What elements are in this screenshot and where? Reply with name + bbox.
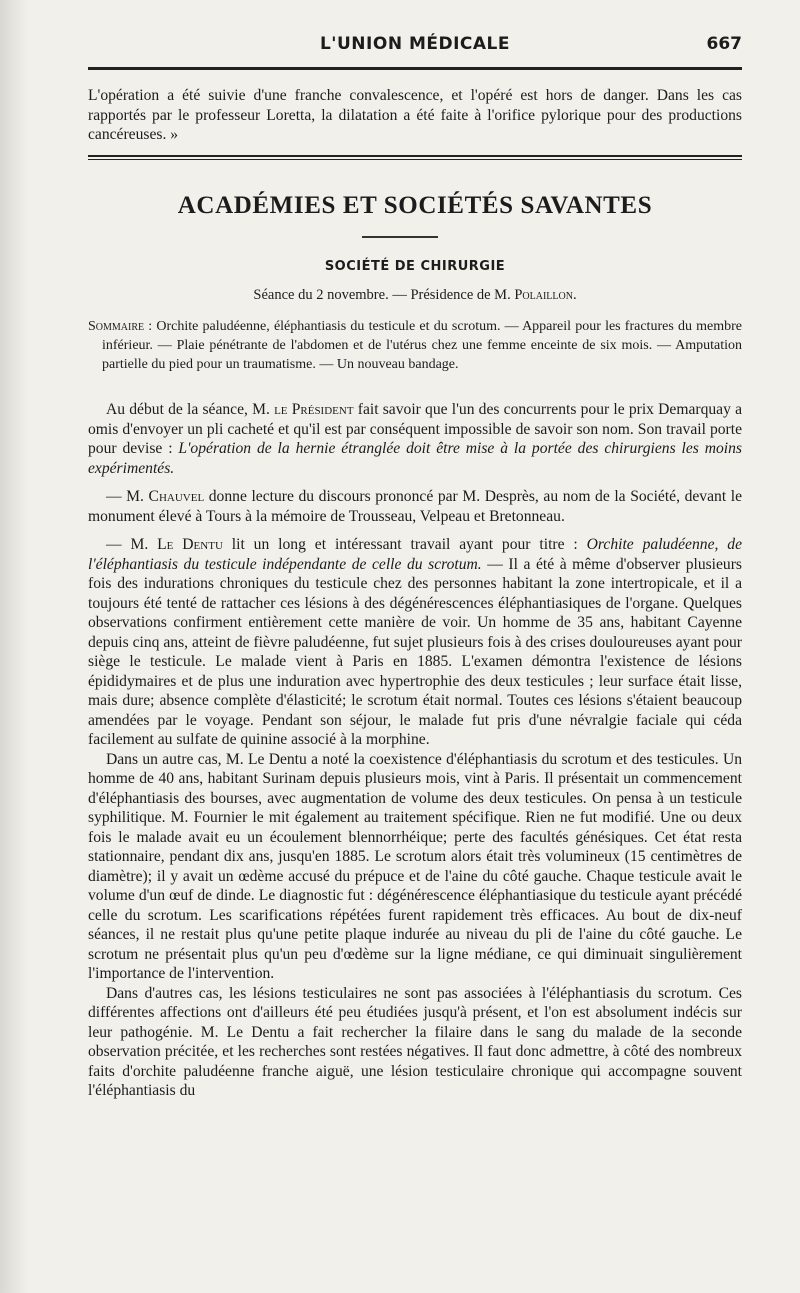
- sommaire-label: Sommaire :: [88, 319, 153, 334]
- p3-text-b: lit un long et intéressant travail ayant pour titre :: [222, 536, 587, 553]
- paragraph-3: [88, 535, 742, 750]
- running-header: [88, 34, 742, 62]
- section-double-rule-top: [88, 155, 742, 157]
- p1-devise: L'opération de la hernie étranglée doit être mise à la portée des chirurgiens les moins expérimentés.: [88, 440, 742, 477]
- p3-text-a: — M.: [106, 536, 158, 553]
- paragraph-5: Dans d'autres cas, les lésions testiculaires ne sont pas associées à l'éléphantiasis du scrotum. Ces différentes affections ont d'ailleurs été peu étudiées jusqu'à présent, et l'on est absolument indécis sur leur pathogénie. M. Le Dentu a fait rechercher la filaire dans le sang du malade de la seconde observation précitée, et les recherches sont restées négatives. Il faut donc admettre, à côté des nombreux faits d'orchite paludéenne franche aiguë, une lésion testiculaire chronique qui accompagne souvent l'éléphantiasis du: [88, 984, 742, 1099]
- p1-president: le Président: [274, 401, 354, 418]
- p1-text-a: Au début de la séance, M.: [106, 401, 275, 418]
- page-number: 667: [706, 34, 742, 54]
- p2-text-b: donne lecture du discours prononcé par M. Desprès, au nom de la Société, devant le monument élevé à Tours à la mémoire de Trousseau, Velpeau et Bretonneau.: [88, 488, 742, 525]
- paragraph-1: [88, 400, 742, 478]
- paragraph-2: [88, 487, 742, 526]
- seance-text: Séance du 2 novembre. — Présidence de M.: [253, 287, 515, 303]
- p2-name: Chauvel: [148, 488, 205, 505]
- society-heading: SOCIÉTÉ DE CHIRURGIE: [324, 259, 506, 274]
- journal-title: L'UNION MÉDICALE: [319, 34, 511, 54]
- sommaire-text: Orchite paludéenne, éléphantiasis du testicule et du scrotum. — Appareil pour les fractures du membre inférieur. — Plaie pénétrante de l'abdomen et de l'utérus chez une femme enceinte de six mois. — Amputation partielle du pied pour un traumatisme. — Un nouveau bandage.: [102, 319, 742, 372]
- president-name: Polaillon.: [514, 287, 577, 303]
- p2-text-a: — M.: [106, 488, 149, 505]
- seance-line: [88, 287, 742, 304]
- intro-paragraph: L'opération a été suivie d'une franche convalescence, et l'opéré est hors de danger. Dans les cas rapportés par le professeur Loretta, la dilatation a été faite à l'orifice pylorique pour des productions cancéreuses. »: [88, 87, 742, 143]
- p1-text-b: fait savoir que l'un des concurrents pour le prix Demarquay a omis d'envoyer un pli cacheté et qu'il est par conséquent impossible de savoir son nom. Son travail porte pour devise :: [88, 401, 742, 457]
- header-rule: [88, 67, 742, 70]
- sommaire: [88, 317, 742, 374]
- p3-text-c: — Il a été à même d'observer plusieurs fois des indurations chroniques du testicule chez des personnes habitant la zone intertropicale, et il a toujours été tenté de rattacher ces lésions à des dégénérescences éléphantiasiques de l'organe. Quelques observations confirment entièrement cette manière de voir. Un homme de 35 ans, habitant Cayenne depuis cinq ans, atteint de fièvre paludéenne, fut sujet plusieurs fois à des crises douloureuses ayant pour siège le testicule. Le malade vient à Paris en 1885. L'examen démontra l'existence de lésions épididymaires et de plus une induration avec hypertrophie des deux testicules ; leur surface était lisse, mais dure; absence complète d'élasticité; le scrotum était normal. Toutes ces lésions s'étaient beaucoup amendées par le voyage. Pendant son séjour, le malade fut pris d'une névralgie faciale qui céda facilement au sulfate de quinine associé à la morphine.: [88, 555, 742, 748]
- section-title: ACADÉMIES ET SOCIÉTÉS SAVANTES: [177, 192, 653, 219]
- section-title-underline: [362, 236, 438, 238]
- article-body: [88, 400, 742, 1101]
- paragraph-4: Dans un autre cas, M. Le Dentu a noté la coexistence d'éléphantiasis du scrotum et des testicules. Un homme de 40 ans, habitant Surinam depuis plusieurs mois, vint à Paris. Il présentait un commencement d'éléphantiasis des bourses, avec augmentation de volume des deux testicules. On pensa à un testicule syphilitique. M. Fournier le mit également au traitement spécifique. Rien ne fut modifié. Une ou deux fois le malade avait eu un écoulement blennorrhéique; perte des facultés génésiques. Cet état resta stationnaire, pendant dix ans, jusqu'en 1885. Le scrotum alors était très volumineux (15 centimètres de diamètre); il y avait un œdème accusé du prépuce et de l'aine du côté gauche. Chaque testicule avait le volume d'un œuf de dinde. Le diagnostic fut : dégénérescence éléphantiasique du testicule ayant précédé celle du scrotum. Les scarifications répétées furent rapidement très efficaces. Au bout de dix-neuf séances, il ne restait plus qu'une petite plaque indurée au niveau du pli de l'aine du côté gauche. Le scrotum ne présentait plus qu'un peu d'œdème sur la ligne médiane, ce qui diminuait singulièrement l'importance de l'intervention.: [88, 750, 742, 982]
- section-double-rule-bottom: [88, 159, 742, 160]
- p3-work-title: Orchite paludéenne, de l'éléphantiasis du testicule indépendante de celle du scrotum.: [88, 536, 743, 573]
- p3-name: Le Dentu: [157, 536, 223, 553]
